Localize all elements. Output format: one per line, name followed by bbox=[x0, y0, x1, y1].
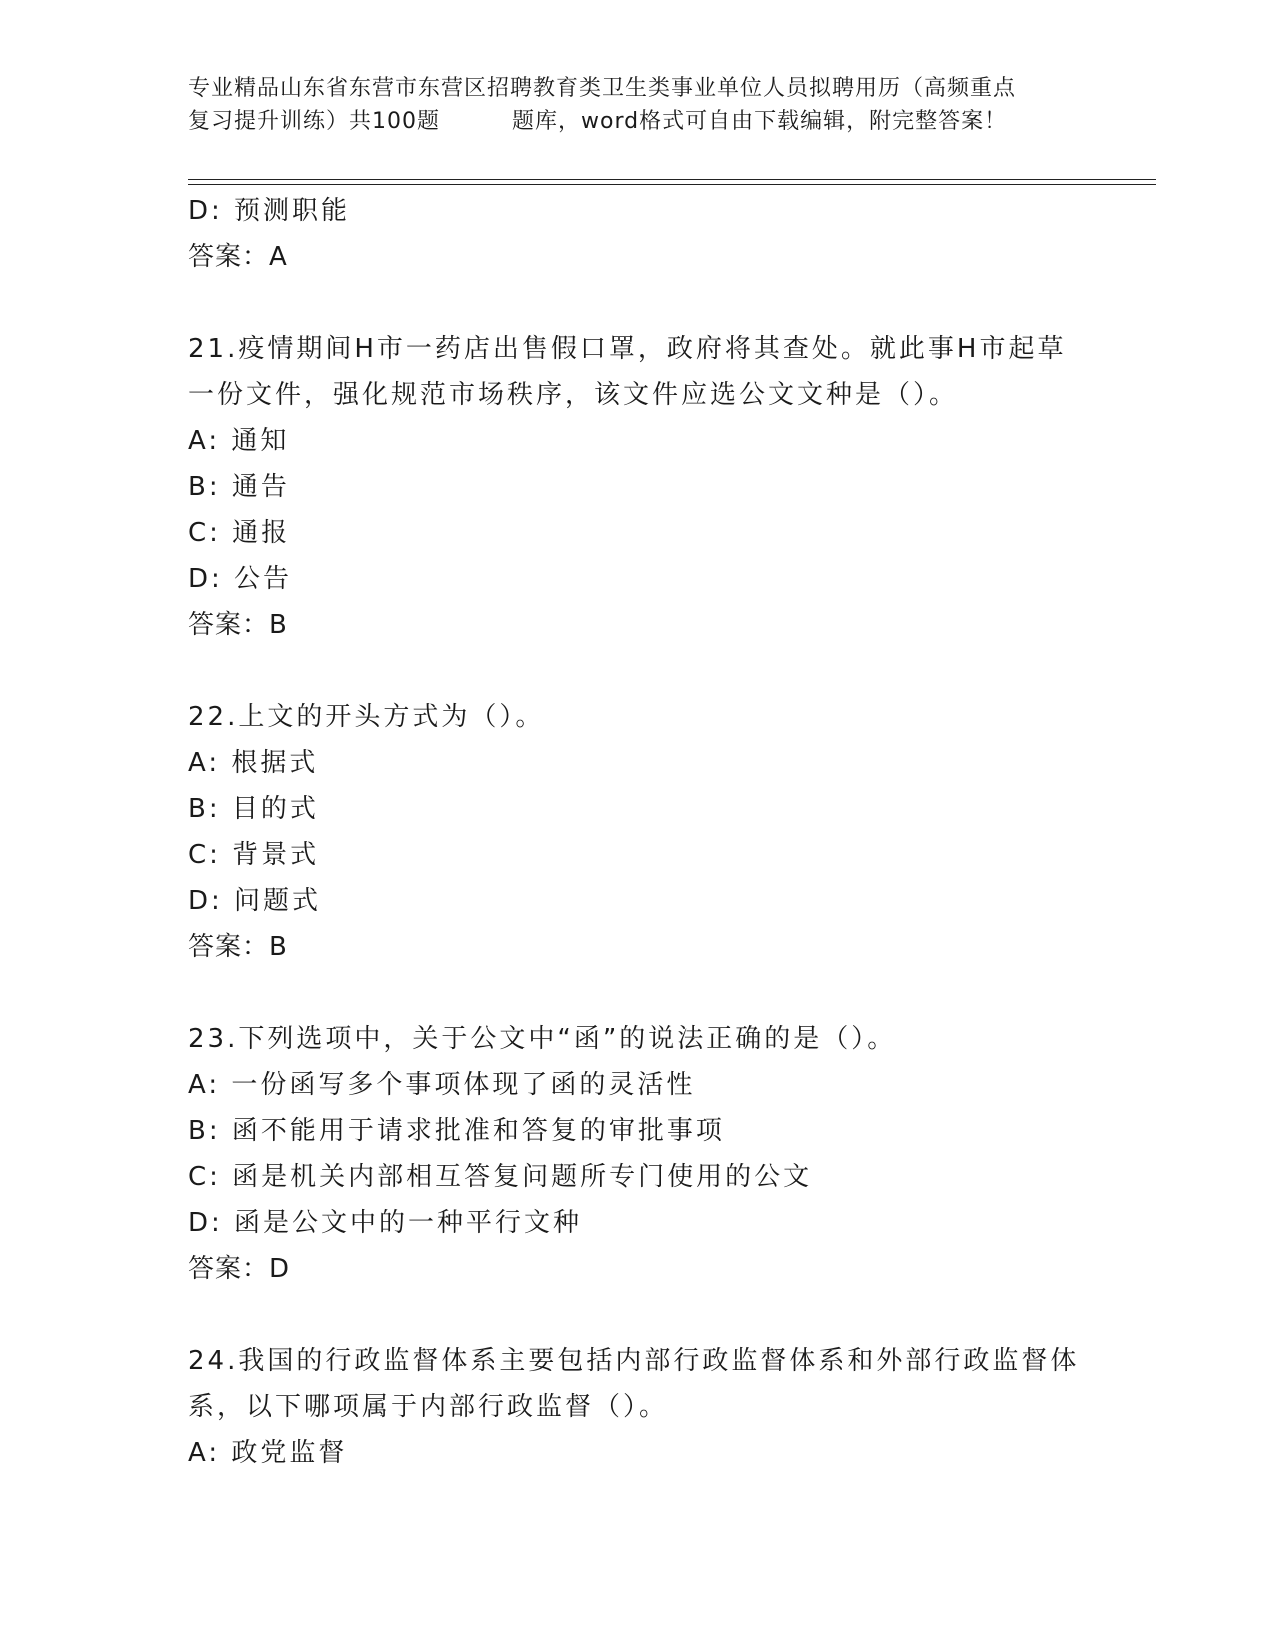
question-23-answer: 答案：D bbox=[188, 1254, 291, 1284]
question-24-text-line1: 24.我国的行政监督体系主要包括内部行政监督体系和外部行政监督体 bbox=[188, 1346, 1080, 1376]
question-24 bbox=[188, 1338, 1088, 1476]
question-22-option-c: C: 背景式 bbox=[188, 840, 320, 870]
page-header bbox=[188, 72, 1098, 138]
header-title-line1: 专业精品山东省东营市东营区招聘教育类卫生类事业单位人员拟聘用历（高频重点 bbox=[188, 76, 1017, 101]
question-21-option-d: D: 公告 bbox=[188, 564, 293, 594]
header-line2-right: 题库，word格式可自由下载编辑，附完整答案！ bbox=[512, 109, 1008, 134]
header-title-line2 bbox=[188, 105, 1098, 138]
question-23 bbox=[188, 1016, 1088, 1292]
question-21-answer: 答案：B bbox=[188, 610, 288, 640]
question-21-text-line2: 一份文件，强化规范市场秩序，该文件应选公文文种是（）。 bbox=[188, 380, 959, 410]
prev-option-d: D: 预测职能 bbox=[188, 196, 351, 226]
question-23-option-b: B: 函不能用于请求批准和答复的审批事项 bbox=[188, 1116, 725, 1146]
question-22-option-a: A: 根据式 bbox=[188, 748, 319, 778]
question-24-text-line2: 系，以下哪项属于内部行政监督（）。 bbox=[188, 1392, 669, 1422]
question-23-text: 23.下列选项中，关于公文中“函”的说法正确的是（）。 bbox=[188, 1024, 897, 1054]
question-21-option-a: A: 通知 bbox=[188, 426, 290, 456]
header-divider-bottom bbox=[188, 184, 1156, 185]
question-23-option-c: C: 函是机关内部相互答复问题所专门使用的公文 bbox=[188, 1162, 813, 1192]
header-line2-left: 复习提升训练）共100题 bbox=[188, 109, 440, 134]
question-21-option-c: C: 通报 bbox=[188, 518, 291, 548]
question-list bbox=[188, 188, 1088, 1476]
prev-answer: 答案：A bbox=[188, 242, 288, 272]
question-22-text: 22.上文的开头方式为（）。 bbox=[188, 702, 545, 732]
question-22-option-b: B: 目的式 bbox=[188, 794, 319, 824]
question-23-option-a: A: 一份函写多个事项体现了函的灵活性 bbox=[188, 1070, 696, 1100]
question-22-answer: 答案：B bbox=[188, 932, 288, 962]
question-22-option-d: D: 问题式 bbox=[188, 886, 322, 916]
question-22 bbox=[188, 694, 1088, 970]
header-divider-top bbox=[188, 179, 1156, 180]
question-21-option-b: B: 通告 bbox=[188, 472, 290, 502]
question-24-option-a: A: 政党监督 bbox=[188, 1438, 348, 1468]
question-23-option-d: D: 函是公文中的一种平行文种 bbox=[188, 1208, 583, 1238]
question-21-text-line1: 21.疫情期间H市一药店出售假口罩，政府将其查处。就此事H市起草 bbox=[188, 334, 1067, 364]
question-21 bbox=[188, 326, 1088, 648]
